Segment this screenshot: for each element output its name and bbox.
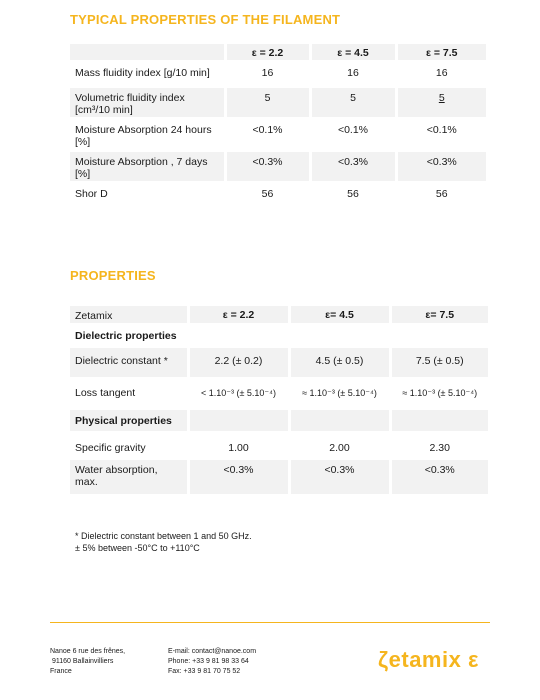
footnotes [75,530,252,554]
cell-value: <0.3% [390,458,488,494]
row-label: Moisture Absorption 24 hours [%] [70,118,225,150]
cell-value: <0.3% [310,150,396,182]
table-row [70,150,486,182]
table-row [70,378,488,408]
footer-fax: Fax: +33 9 81 70 75 52 [168,668,241,675]
cell-value: 16 [225,61,310,86]
footnote-line: ± 5% between -50°C to +110°C [75,543,200,553]
row-label: Moisture Absorption , 7 days [%] [70,150,225,182]
cell-value: 2.2 (± 0.2) [188,346,289,378]
cell-value: 56 [310,182,396,204]
cell-value: 2.30 [390,432,488,458]
cell-value: <0.3% [225,150,310,182]
table-row [70,458,488,494]
footer-contact [168,647,256,677]
cell-value: ≈ 1.10⁻³ (± 5.10⁻⁴) [390,378,488,408]
zetamix-logo: ζetamix ε [378,647,479,672]
table-row [70,61,486,86]
footer-phone: Phone: +33 9 81 98 33 64 [168,658,249,665]
header-cell: ε = 2.2 [188,306,289,324]
table-row [70,346,488,378]
table-row [70,86,486,118]
row-label: Shor D [75,187,108,200]
row-label: Specific gravity [70,432,188,458]
footnote-line: * Dielectric constant between 1 and 50 GHz. [75,531,252,541]
cell-value: 16 [396,61,486,86]
row-label: Volumetric fluidity index [cm³/10 min] [70,86,225,118]
table-row [70,182,486,204]
table-header-row [70,44,486,61]
cell-value: ≈ 1.10⁻³ (± 5.10⁻⁴) [289,378,390,408]
cell-value: <0.1% [310,118,396,150]
filament-section-title: TYPICAL PROPERTIES OF THE FILAMENT [70,12,341,27]
cell-value: <0.1% [396,118,486,150]
row-label: Dielectric constant * [70,346,188,378]
header-cell: ε = 2.2 [225,44,310,61]
header-cell: ε = 7.5 [396,44,486,61]
cell-value: 56 [396,182,486,204]
table-header-row [70,306,488,324]
properties-section-title: PROPERTIES [70,268,156,283]
footer-address: Nanoe 6 rue des frênes, 91160 Ballainvilliers France [50,648,126,675]
header-cell: ε= 7.5 [390,306,488,324]
cell-value: <0.3% [289,458,390,494]
filament-properties-table [70,44,486,204]
section-heading-row [70,324,488,346]
cell-value: 5 [225,86,310,118]
header-cell: ε = 4.5 [310,44,396,61]
cell-value: 4.5 (± 0.5) [289,346,390,378]
cell-value: 16 [310,61,396,86]
cell-value: <0.3% [396,150,486,182]
row-label: Water absorption, max. [70,458,188,494]
row-label: Loss tangent [70,378,188,408]
cell-value: 56 [225,182,310,204]
section-heading-row [70,408,488,432]
table-row [70,432,488,458]
cell-value: <0.3% [188,458,289,494]
dielectric-heading: Dielectric properties [70,324,188,346]
row-label: Mass fluidity index [g/10 min] [70,61,225,86]
cell-value: 5 [396,86,486,118]
properties-table [70,306,488,494]
cell-value: < 1.10⁻³ (± 5.10⁻⁴) [188,378,289,408]
cell-value: 2.00 [289,432,390,458]
physical-heading: Physical properties [70,408,188,432]
cell-value: <0.1% [225,118,310,150]
header-cell: Zetamix [70,306,188,324]
header-cell: ε= 4.5 [289,306,390,324]
table-row [70,118,486,150]
cell-value: 1.00 [188,432,289,458]
cell-value: 7.5 (± 0.5) [390,346,488,378]
footer-divider [50,622,490,623]
footer-email: E-mail: contact@nanoe.com [168,648,257,655]
cell-value: 5 [310,86,396,118]
